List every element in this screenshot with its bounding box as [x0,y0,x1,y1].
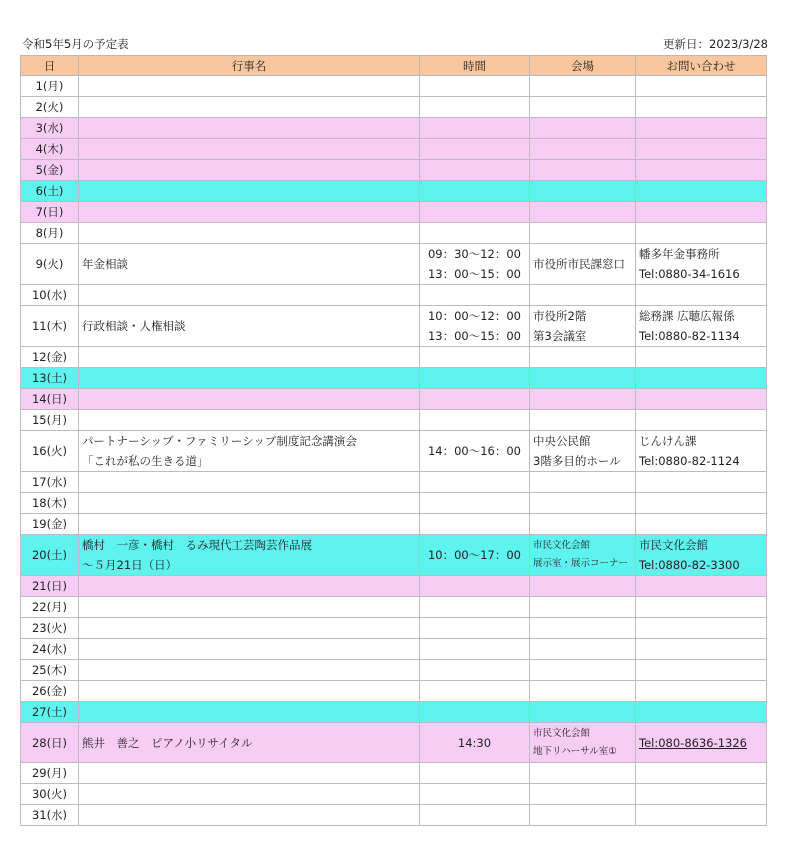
contact-cell [636,347,767,368]
contact-cell-line: 市民文化会館 [639,538,708,552]
contact-cell [636,285,767,306]
table-row [21,118,767,139]
time-cell [420,160,530,181]
time-cell [420,97,530,118]
time-cell [420,514,530,535]
event-cell [79,681,420,702]
contact-cell [636,244,767,285]
venue-cell-line: 市民文化会館 [533,727,591,739]
time-cell-line: 09：30～12：00 [427,247,522,261]
contact-cell-line: Tel:0880-34-1616 [639,267,740,281]
page-title: 令和5年5月の予定表 [22,37,129,51]
day-cell: 18(木) [21,493,79,514]
contact-cell [636,97,767,118]
table-row [21,368,767,389]
venue-cell-line: 展示室・展示コーナー [533,558,629,569]
event-cell-line: ～５月21日（日） [82,558,178,572]
venue-cell [530,576,636,597]
event-cell-line: 橋村 一彦・橋村 るみ現代工芸陶芸作品展 [82,538,312,552]
venue-cell [530,410,636,431]
contact-cell-line: Tel:0880-82-3300 [639,558,740,572]
time-cell [420,597,530,618]
time-cell [420,244,530,285]
table-row [21,576,767,597]
contact-cell [636,763,767,784]
table-row [21,181,767,202]
table-row [21,660,767,681]
venue-cell [530,805,636,826]
venue-cell [530,160,636,181]
event-cell [79,410,420,431]
venue-cell [530,118,636,139]
table-row [21,472,767,493]
table-row [21,76,767,97]
venue-cell-line: 地下リハーサル室① [533,745,617,757]
column-header-day: 日 [21,56,79,76]
time-cell [420,784,530,805]
column-header-venue: 会場 [530,56,636,76]
venue-cell-line: 市役所市民課窓口 [533,257,625,271]
event-cell [79,639,420,660]
contact-cell [636,160,767,181]
table-row [21,244,767,285]
day-cell: 15(月) [21,410,79,431]
time-cell [420,410,530,431]
page-header [22,36,768,52]
contact-cell [636,784,767,805]
day-cell: 31(水) [21,805,79,826]
event-cell-line: パートナーシップ・ファミリーシップ制度記念講演会 [82,434,357,448]
venue-cell [530,723,636,763]
contact-cell [636,805,767,826]
day-cell: 25(木) [21,660,79,681]
time-cell [420,368,530,389]
contact-cell [636,181,767,202]
time-cell [420,660,530,681]
time-cell [420,535,530,576]
venue-cell [530,618,636,639]
day-cell: 13(土) [21,368,79,389]
time-cell [420,306,530,347]
table-row [21,763,767,784]
venue-cell [530,535,636,576]
venue-cell [530,368,636,389]
column-header-event: 行事名 [79,56,420,76]
venue-cell [530,223,636,244]
table-row [21,784,767,805]
contact-cell [636,514,767,535]
time-cell [420,723,530,763]
contact-cell [636,576,767,597]
table-row [21,702,767,723]
day-cell: 17(水) [21,472,79,493]
day-cell: 24(水) [21,639,79,660]
venue-cell [530,639,636,660]
time-cell-line: 10：00～17：00 [427,548,522,562]
contact-cell [636,389,767,410]
venue-cell [530,306,636,347]
time-cell-line: 13：00～15：00 [427,267,522,281]
contact-cell [636,639,767,660]
event-cell [79,597,420,618]
contact-cell [636,202,767,223]
venue-cell [530,389,636,410]
table-row [21,514,767,535]
event-cell [79,139,420,160]
event-cell [79,618,420,639]
table-row [21,493,767,514]
time-cell [420,576,530,597]
time-cell [420,472,530,493]
day-cell: 23(火) [21,618,79,639]
time-cell [420,139,530,160]
contact-cell [636,660,767,681]
event-cell [79,535,420,576]
contact-cell [636,702,767,723]
event-cell [79,389,420,410]
day-cell: 4(木) [21,139,79,160]
venue-cell [530,285,636,306]
time-cell [420,347,530,368]
day-cell: 21(日) [21,576,79,597]
day-cell: 9(火) [21,244,79,285]
contact-cell [636,410,767,431]
contact-cell-line: 幡多年金事務所 [639,247,720,261]
table-row [21,347,767,368]
contact-cell [636,493,767,514]
event-cell [79,702,420,723]
phone-link[interactable]: Tel:080-8636-1326 [639,735,747,750]
event-cell [79,244,420,285]
day-cell: 26(金) [21,681,79,702]
event-cell [79,347,420,368]
venue-cell [530,76,636,97]
day-cell: 5(金) [21,160,79,181]
event-cell [79,160,420,181]
time-cell [420,118,530,139]
day-cell: 1(月) [21,76,79,97]
time-cell-line: 10：00～12：00 [427,309,522,323]
contact-cell [636,223,767,244]
venue-cell [530,660,636,681]
venue-cell [530,763,636,784]
venue-cell [530,139,636,160]
venue-cell [530,181,636,202]
event-cell [79,285,420,306]
venue-cell [530,244,636,285]
venue-cell-line: 市役所2階 [533,309,587,323]
day-cell: 10(水) [21,285,79,306]
event-cell [79,514,420,535]
event-cell [79,97,420,118]
event-cell [79,660,420,681]
event-cell [79,784,420,805]
column-header-contact: お問い合わせ [636,56,767,76]
schedule-table [20,55,767,826]
table-row [21,202,767,223]
table-row [21,597,767,618]
day-cell: 29(月) [21,763,79,784]
time-cell [420,763,530,784]
event-cell [79,493,420,514]
event-cell [79,76,420,97]
venue-cell-line: 第3会議室 [533,329,587,343]
time-cell [420,702,530,723]
updated-date: 更新日：2023/3/28 [663,37,768,51]
event-cell [79,202,420,223]
contact-cell [636,723,767,763]
day-cell: 12(金) [21,347,79,368]
contact-cell [636,472,767,493]
day-cell: 27(土) [21,702,79,723]
contact-cell-line: じんけん課 [639,434,697,448]
contact-cell [636,431,767,472]
day-cell: 28(日) [21,723,79,763]
table-header-row [21,56,767,76]
event-cell [79,223,420,244]
time-cell [420,681,530,702]
venue-cell [530,97,636,118]
day-cell: 30(火) [21,784,79,805]
time-cell-line: 14：00～16：00 [427,444,522,458]
day-cell: 20(土) [21,535,79,576]
venue-cell [530,514,636,535]
venue-cell [530,702,636,723]
day-cell: 11(木) [21,306,79,347]
table-row [21,139,767,160]
time-cell [420,202,530,223]
venue-cell [530,784,636,805]
contact-cell [636,618,767,639]
table-row [21,97,767,118]
contact-cell [636,681,767,702]
event-cell-line: 「これが私の生きる道」 [82,454,209,468]
day-cell: 3(水) [21,118,79,139]
contact-cell [636,118,767,139]
contact-cell [636,76,767,97]
venue-cell [530,597,636,618]
time-cell-line: 14:30 [457,735,492,750]
venue-cell [530,472,636,493]
venue-cell [530,431,636,472]
contact-cell-line: 総務課 広聴広報係 [639,309,735,323]
event-cell-line: 年金相談 [82,257,128,271]
venue-cell [530,202,636,223]
schedule-body [21,76,767,826]
day-cell: 16(火) [21,431,79,472]
event-cell [79,431,420,472]
table-row [21,285,767,306]
time-cell [420,389,530,410]
contact-cell-line: Tel:0880-82-1134 [639,329,740,343]
event-cell [79,576,420,597]
contact-cell [636,535,767,576]
column-header-time: 時間 [420,56,530,76]
day-cell: 14(日) [21,389,79,410]
event-cell [79,118,420,139]
venue-cell-line: 3階多目的ホール [533,454,621,468]
event-cell [79,472,420,493]
event-cell [79,805,420,826]
table-row [21,431,767,472]
venue-cell-line: 市民文化会館 [533,540,591,551]
time-cell [420,639,530,660]
table-row [21,410,767,431]
time-cell [420,223,530,244]
time-cell-line: 13：00～15：00 [427,329,522,343]
contact-cell-line: Tel:0880-82-1124 [639,454,740,468]
table-row [21,306,767,347]
table-row [21,681,767,702]
venue-cell [530,681,636,702]
table-row [21,223,767,244]
event-cell-line: 熊井 善之 ピアノ小リサイタル [82,735,253,750]
time-cell [420,493,530,514]
table-row [21,618,767,639]
table-row [21,723,767,763]
table-row [21,160,767,181]
day-cell: 8(月) [21,223,79,244]
contact-cell [636,368,767,389]
time-cell [420,431,530,472]
day-cell: 19(金) [21,514,79,535]
event-cell-line: 行政相談・人権相談 [82,319,186,333]
contact-cell [636,306,767,347]
venue-cell [530,347,636,368]
table-row [21,805,767,826]
day-cell: 6(土) [21,181,79,202]
event-cell [79,181,420,202]
day-cell: 2(火) [21,97,79,118]
time-cell [420,181,530,202]
day-cell: 22(月) [21,597,79,618]
venue-cell-line: 中央公民館 [533,434,591,448]
time-cell [420,285,530,306]
event-cell [79,723,420,763]
event-cell [79,763,420,784]
venue-cell [530,493,636,514]
contact-cell [636,139,767,160]
table-row [21,639,767,660]
time-cell [420,76,530,97]
event-cell [79,368,420,389]
event-cell [79,306,420,347]
table-row [21,535,767,576]
time-cell [420,805,530,826]
time-cell [420,618,530,639]
day-cell: 7(日) [21,202,79,223]
table-row [21,389,767,410]
contact-cell [636,597,767,618]
